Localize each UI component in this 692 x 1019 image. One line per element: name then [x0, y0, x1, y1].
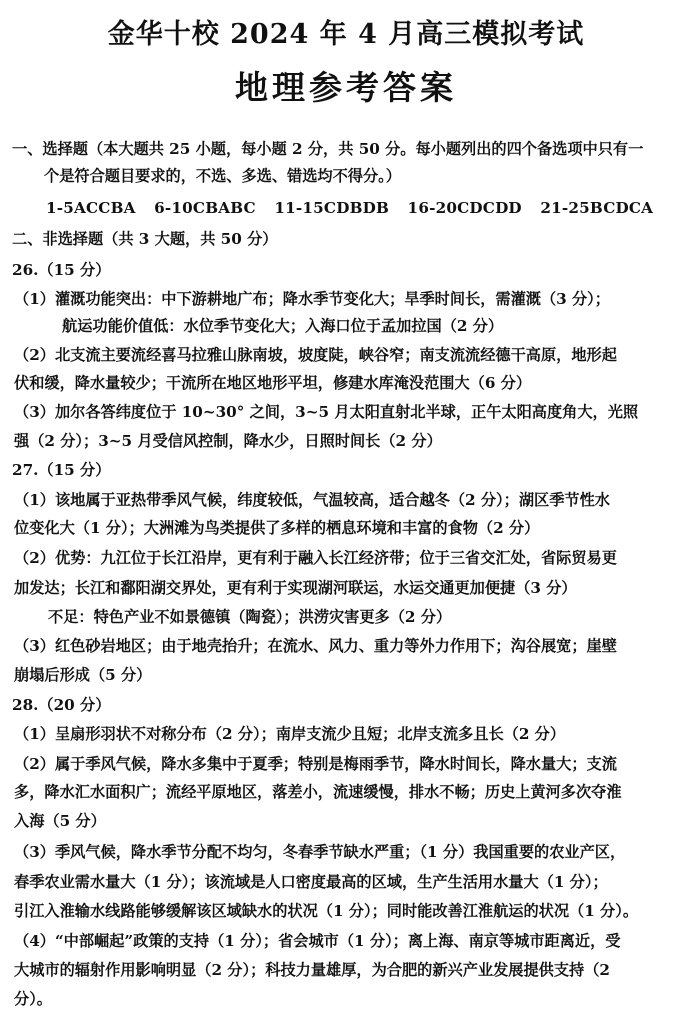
q26-part3-line1: （3）加尔各答纬度位于 10~30° 之间，3~5 月太阳直射北半球，正午太阳高度角大，光照 [14, 403, 639, 421]
q28-part2-line1: （2）属于季风气候，降水多集中于夏季；特别是梅雨季节，降水时间长，降水量大；支流 [14, 755, 617, 773]
q27-part3-line2: 崩塌后形成（5 分） [14, 666, 152, 684]
q27-part1-line2: 位变化大（1 分）；大洲滩为鸟类提供了多样的栖息环境和丰富的食物（2 分） [14, 519, 540, 537]
answer-group-11-15: 11-15CDBDB [274, 199, 390, 217]
q28-part4-line1: （4）“中部崛起”政策的支持（1 分）；省会城市（1 分）；离上海、南京等城市距离近，受 [14, 932, 621, 950]
q27-part2-line3: 不足：特色产业不如景德镇（陶瓷）；洪涝灾害更多（2 分） [48, 608, 452, 626]
answer-group-16-20: 16-20CDCDD [407, 199, 522, 217]
q27-part2-line1: （2）优势：九江位于长江沿岸，更有利于融入长江经济带；位于三省交汇处，省际贸易更 [14, 549, 617, 567]
q26-part1-line2: 航运功能价值低：水位季节变化大；入海口位于孟加拉国（2 分） [62, 317, 504, 335]
choice-answers [46, 198, 666, 218]
q26-part2-line2: 伏和缓，降水量较少；干流所在地区地形平坦，修建水库淹没范围大（6 分） [14, 374, 532, 392]
q27-part1-line1: （1）该地属于亚热带季风气候，纬度较低，气温较高，适合越冬（2 分）；湖区季节性水 [14, 491, 610, 509]
q27-part2-line2: 加发达；长江和鄱阳湖交界处，更有利于实现湖河联运，水运交通更加便捷（3 分） [14, 579, 577, 597]
q28-part1-line1: （1）呈扇形羽状不对称分布（2 分）；南岸支流少且短；北岸支流多且长（2 分） [14, 725, 566, 743]
q28-part2-line2: 多，降水汇水面积广；流经平原地区，落差小，流速缓慢，排水不畅；历史上黄河多次夺淮 [14, 783, 622, 801]
exam-title: 金华十校 2024 年 4 月高三模拟考试 [107, 19, 585, 50]
q28-part3-line3: 引江入淮输水线路能够缓解该区域缺水的状况（1 分）；同时能改善江淮航运的状况（1 分）。 [14, 902, 639, 920]
q27-number: 27.（15 分） [12, 461, 111, 479]
answer-group-21-25: 21-25BCDCA [540, 199, 654, 217]
section1-heading: 一、选择题（本大题共 25 小题，每小题 2 分，共 50 分。每小题列出的四个备选项中只有一 [12, 140, 644, 158]
answer-key-title: 地理参考答案 [235, 68, 457, 107]
q28-part2-line3: 入海（5 分） [14, 812, 106, 830]
q26-part3-line2: 强（2 分）；3~5 月受信风控制，降水少，日照时间长（2 分） [14, 432, 442, 450]
answer-group-6-10: 6-10CBABC [154, 199, 256, 217]
q26-part1-line1: （1）灌溉功能突出：中下游耕地广布；降水季节变化大；旱季时间长，需灌溉（3 分）； [14, 290, 610, 308]
answer-group-1-5: 1-5ACCBA [46, 199, 136, 217]
q28-number: 28.（20 分） [12, 696, 111, 714]
q28-part4-line3: 分）。 [14, 990, 52, 1008]
q26-number: 26.（15 分） [12, 261, 111, 279]
q26-part2-line1: （2）北支流主要流经喜马拉雅山脉南坡，坡度陡，峡谷窄；南支流流经德干高原，地形起 [14, 346, 617, 364]
section1-heading-cont: 个是符合题目要求的，不选、多选、错选均不得分。） [44, 167, 401, 185]
section2-heading: 二、非选择题（共 3 大题，共 50 分） [12, 230, 278, 248]
q28-part4-line2: 大城市的辐射作用影响明显（2 分）；科技力量雄厚，为合肥的新兴产业发展提供支持（2 [14, 961, 610, 979]
q28-part3-line2: 春季农业需水量大（1 分）；该流域是人口密度最高的区域，生产生活用水量大（1 分）； [14, 873, 608, 891]
q27-part3-line1: （3）红色砂岩地区；由于地壳抬升；在流水、风力、重力等外力作用下；沟谷展宽；崖壁 [14, 637, 617, 655]
q28-part3-line1: （3）季风气候，降水季节分配不均匀，冬春季节缺水严重；（1 分）我国重要的农业产区， [14, 843, 626, 861]
